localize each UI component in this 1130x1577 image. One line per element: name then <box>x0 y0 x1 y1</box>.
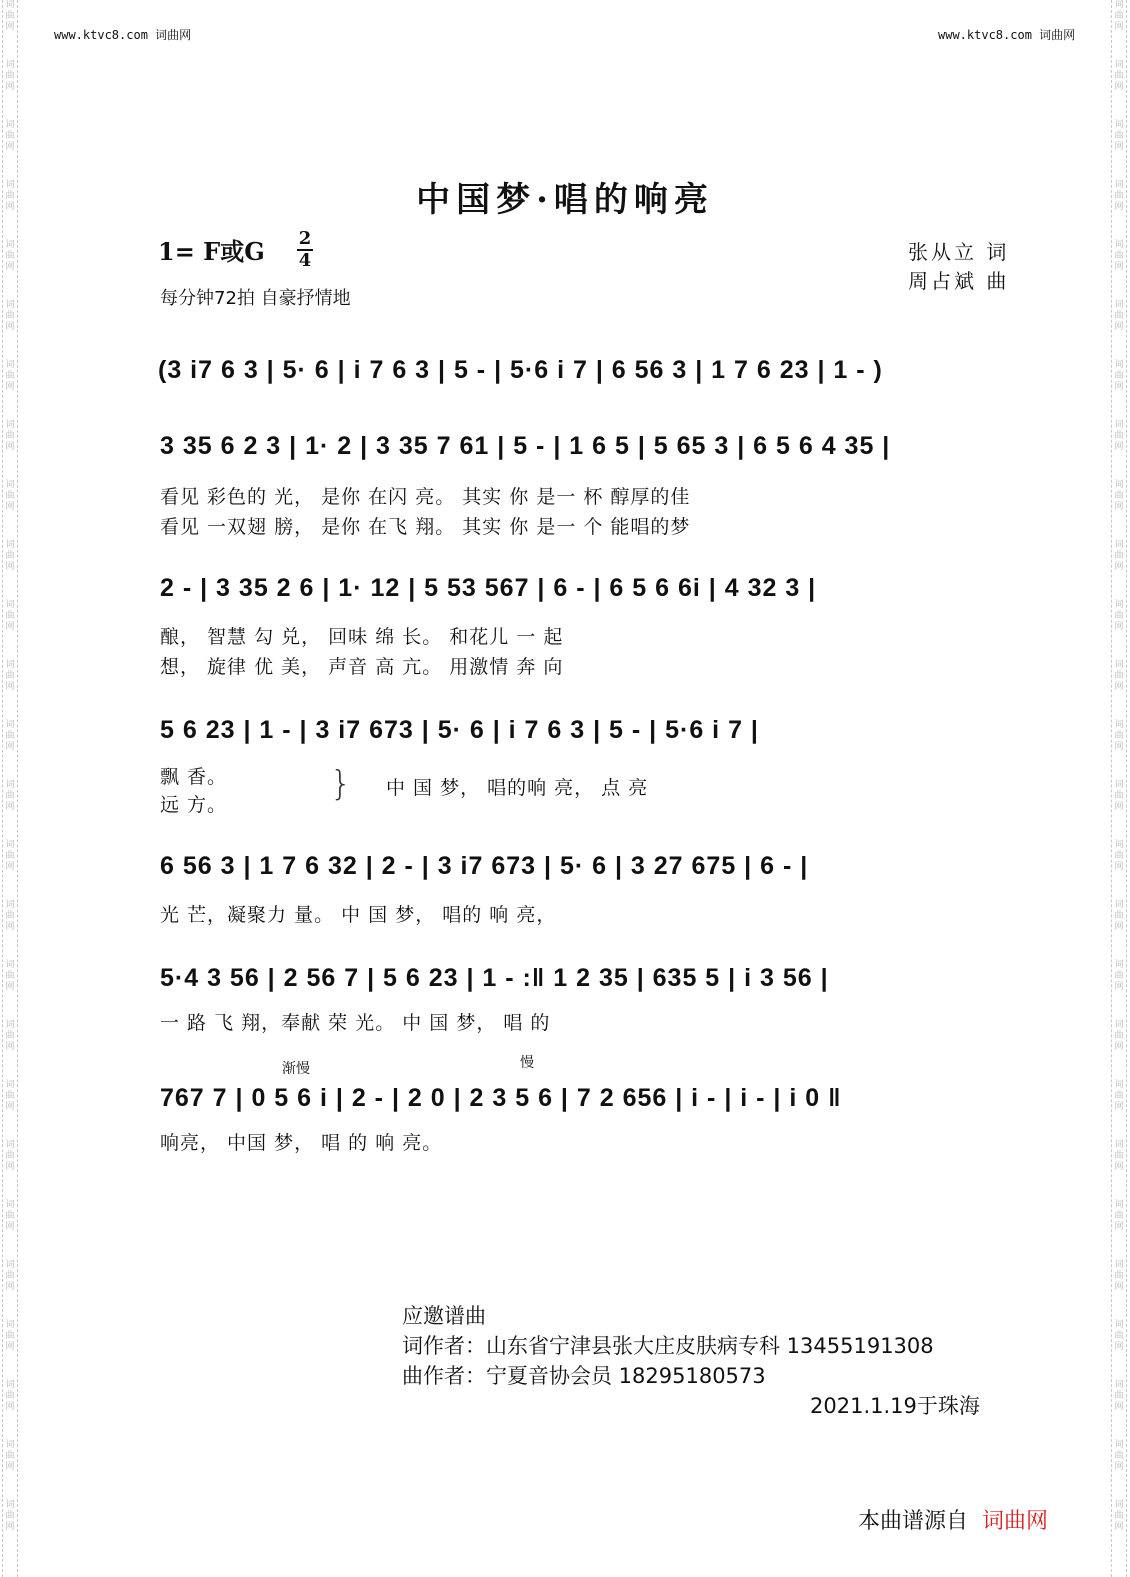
score-row-6: 5·4 3 56 | 2 56 7 | 5 6 23 | 1 - :‖ 1 2 35 | 635 5 | i 3 56 | <box>160 964 829 992</box>
side-watermark-text: 词 曲 网 <box>5 60 15 92</box>
time-bottom: 4 <box>298 250 312 271</box>
header-site-left[interactable]: www.ktvc8.com 词曲网 <box>54 28 192 42</box>
lyrics-row-5: 光 芒，凝聚力 量。 中 国 梦， 唱的 响 亮， <box>160 904 557 926</box>
side-watermark-text: 词 曲 网 <box>5 480 15 512</box>
lyrics-row-2-verse-2: 看见 一双翅 膀， 是你 在飞 翔。 其实 你 是一 个 能唱的梦 <box>160 516 691 538</box>
side-watermark-text: 词 曲 网 <box>5 1020 15 1052</box>
side-watermark-text: 词 曲 网 <box>1114 480 1124 512</box>
side-watermark-text: 词 曲 网 <box>1114 720 1124 752</box>
side-watermark-text: 词 曲 网 <box>5 1320 15 1352</box>
lyrics-row-7: 响亮， 中国 梦， 唱 的 响 亮。 <box>160 1132 443 1154</box>
lyrics-row-3-verse-2: 想， 旋律 优 美， 声音 高 亢。 用激情 奔 向 <box>160 656 564 678</box>
side-watermark-text: 词 曲 网 <box>5 660 15 692</box>
side-watermark-text: 词 曲 网 <box>5 840 15 872</box>
side-watermark-text: 词 曲 网 <box>5 300 15 332</box>
source-prefix: 本曲谱源自 <box>858 1509 969 1534</box>
side-watermark-text: 词 曲 网 <box>1114 900 1124 932</box>
score-row-2: 3 35 6 2 3 | 1· 2 | 3 35 7 61 | 5 - | 1 6 5 | 5 65 3 | 6 5 6 4 35 | <box>160 432 891 460</box>
side-watermark-text: 词 曲 网 <box>5 1380 15 1412</box>
side-watermark-text: 词 曲 网 <box>1114 780 1124 812</box>
side-watermark-text: 词 曲 网 <box>5 780 15 812</box>
score-row-3: 2 - | 3 35 2 6 | 1· 12 | 5 53 567 | 6 - | 6 5 6 6i | 4 32 3 | <box>160 574 817 602</box>
side-watermark-text: 词 曲 网 <box>5 240 15 272</box>
key-signature: 1= F或G <box>158 237 265 266</box>
time-top: 2 <box>298 228 312 249</box>
side-watermark-text: 词 曲 网 <box>1114 420 1124 452</box>
side-watermark-text: 词 曲 网 <box>5 1440 15 1472</box>
side-watermark-text: 词 曲 网 <box>1114 1440 1124 1472</box>
ritardando-mark: 渐慢 <box>282 1061 310 1077</box>
side-watermark-text: 词 曲 网 <box>1114 1260 1124 1292</box>
song-title: 中国梦·唱的响亮 <box>416 180 714 220</box>
source-site-link[interactable]: 词曲网 <box>982 1509 1049 1534</box>
side-watermark-text: 词 曲 网 <box>5 1140 15 1172</box>
footer-note-invited: 应邀谱曲 <box>402 1304 486 1328</box>
lyrics-row-4-verse-1: 飘 香。 <box>160 766 228 788</box>
side-watermark-text: 词 曲 网 <box>1114 120 1124 152</box>
side-watermark-text: 词 曲 网 <box>5 1500 15 1532</box>
side-watermark-text: 词 曲 网 <box>1114 1140 1124 1172</box>
side-watermark-text: 词 曲 网 <box>1114 0 1124 32</box>
side-watermark-text: 词 曲 网 <box>1114 60 1124 92</box>
side-watermark-text: 词 曲 网 <box>5 1080 15 1112</box>
side-watermark-text: 词 曲 网 <box>1114 600 1124 632</box>
side-watermark-text: 词 曲 网 <box>1114 660 1124 692</box>
side-watermark-text: 词 曲 网 <box>1114 300 1124 332</box>
side-watermark-text: 词 曲 网 <box>5 120 15 152</box>
source-credit <box>858 1504 1048 1535</box>
side-watermark-text: 词 曲 网 <box>5 900 15 932</box>
side-watermark-text: 词 曲 网 <box>5 360 15 392</box>
lyrics-row-4-verse-2: 远 方。 <box>160 794 228 816</box>
score-row-1: (3 i7 6 3 | 5· 6 | i 7 6 3 | 5 - | 5·6 i 7 | 6 56 3 | 1 7 6 23 | 1 - ) <box>158 356 883 384</box>
score-row-4: 5 6 23 | 1 - | 3 i7 673 | 5· 6 | i 7 6 3 | 5 - | 5·6 i 7 | <box>160 716 759 744</box>
footer-note-date: 2021.1.19于珠海 <box>810 1394 980 1418</box>
side-watermark-text: 词 曲 网 <box>1114 1500 1124 1532</box>
side-watermark-text: 词 曲 网 <box>1114 1200 1124 1232</box>
side-watermark-text: 词 曲 网 <box>1114 1020 1124 1052</box>
header-site-right[interactable]: www.ktvc8.com 词曲网 <box>938 28 1076 42</box>
side-watermark-text: 词 曲 网 <box>5 0 15 32</box>
lyrics-row-6: 一 路 飞 翔，奉献 荣 光。 中 国 梦， 唱 的 <box>160 1012 551 1034</box>
side-watermark-text: 词 曲 网 <box>5 180 15 212</box>
side-watermark-text: 词 曲 网 <box>5 1200 15 1232</box>
side-watermark-text: 词 曲 网 <box>5 420 15 452</box>
side-watermark-text: 词 曲 网 <box>5 600 15 632</box>
side-watermark-text: 词 曲 网 <box>1114 1080 1124 1112</box>
side-watermark-text: 词 曲 网 <box>5 720 15 752</box>
footer-note-lyricist: 词作者：山东省宁津县张大庄皮肤病专科 13455191308 <box>402 1334 934 1358</box>
side-watermark-text: 词 曲 网 <box>1114 240 1124 272</box>
side-watermark-text: 词 曲 网 <box>1114 180 1124 212</box>
footer-note-composer: 曲作者：宁夏音协会员 18295180573 <box>402 1364 766 1388</box>
side-watermark-text: 词 曲 网 <box>5 960 15 992</box>
lyrics-row-4-chorus: 中 国 梦， 唱的响 亮， 点 亮 <box>386 777 649 799</box>
side-watermark-text: 词 曲 网 <box>1114 360 1124 392</box>
tempo-marking: 每分钟72拍 自豪抒情地 <box>160 288 351 309</box>
side-watermark-text: 词 曲 网 <box>1114 540 1124 572</box>
score-row-5: 6 56 3 | 1 7 6 32 | 2 - | 3 i7 673 | 5· 6 | 3 27 675 | 6 - | <box>160 852 809 880</box>
verse-brace: } <box>330 764 353 804</box>
score-row-7: 767 7 | 0 5 6 i | 2 - | 2 0 | 2 3 5 6 | 7 2 656 | i - | i - | i 0 ‖ <box>160 1084 842 1112</box>
lyrics-row-2-verse-1: 看见 彩色的 光， 是你 在闪 亮。 其实 你 是一 杯 醇厚的佳 <box>160 486 691 508</box>
side-watermark-text: 词 曲 网 <box>1114 960 1124 992</box>
composer-credit: 周占斌 曲 <box>908 269 1010 293</box>
side-watermark-text: 词 曲 网 <box>1114 840 1124 872</box>
side-watermark-text: 词 曲 网 <box>1114 1320 1124 1352</box>
side-watermark-text: 词 曲 网 <box>5 1260 15 1292</box>
lyricist-credit: 张从立 词 <box>908 240 1010 264</box>
side-watermark-text: 词 曲 网 <box>5 540 15 572</box>
slow-mark: 慢 <box>520 1055 534 1071</box>
lyrics-row-3-verse-1: 酿， 智慧 勾 兑， 回味 绵 长。 和花儿 一 起 <box>160 626 564 648</box>
side-watermark-text: 词 曲 网 <box>1114 1380 1124 1412</box>
